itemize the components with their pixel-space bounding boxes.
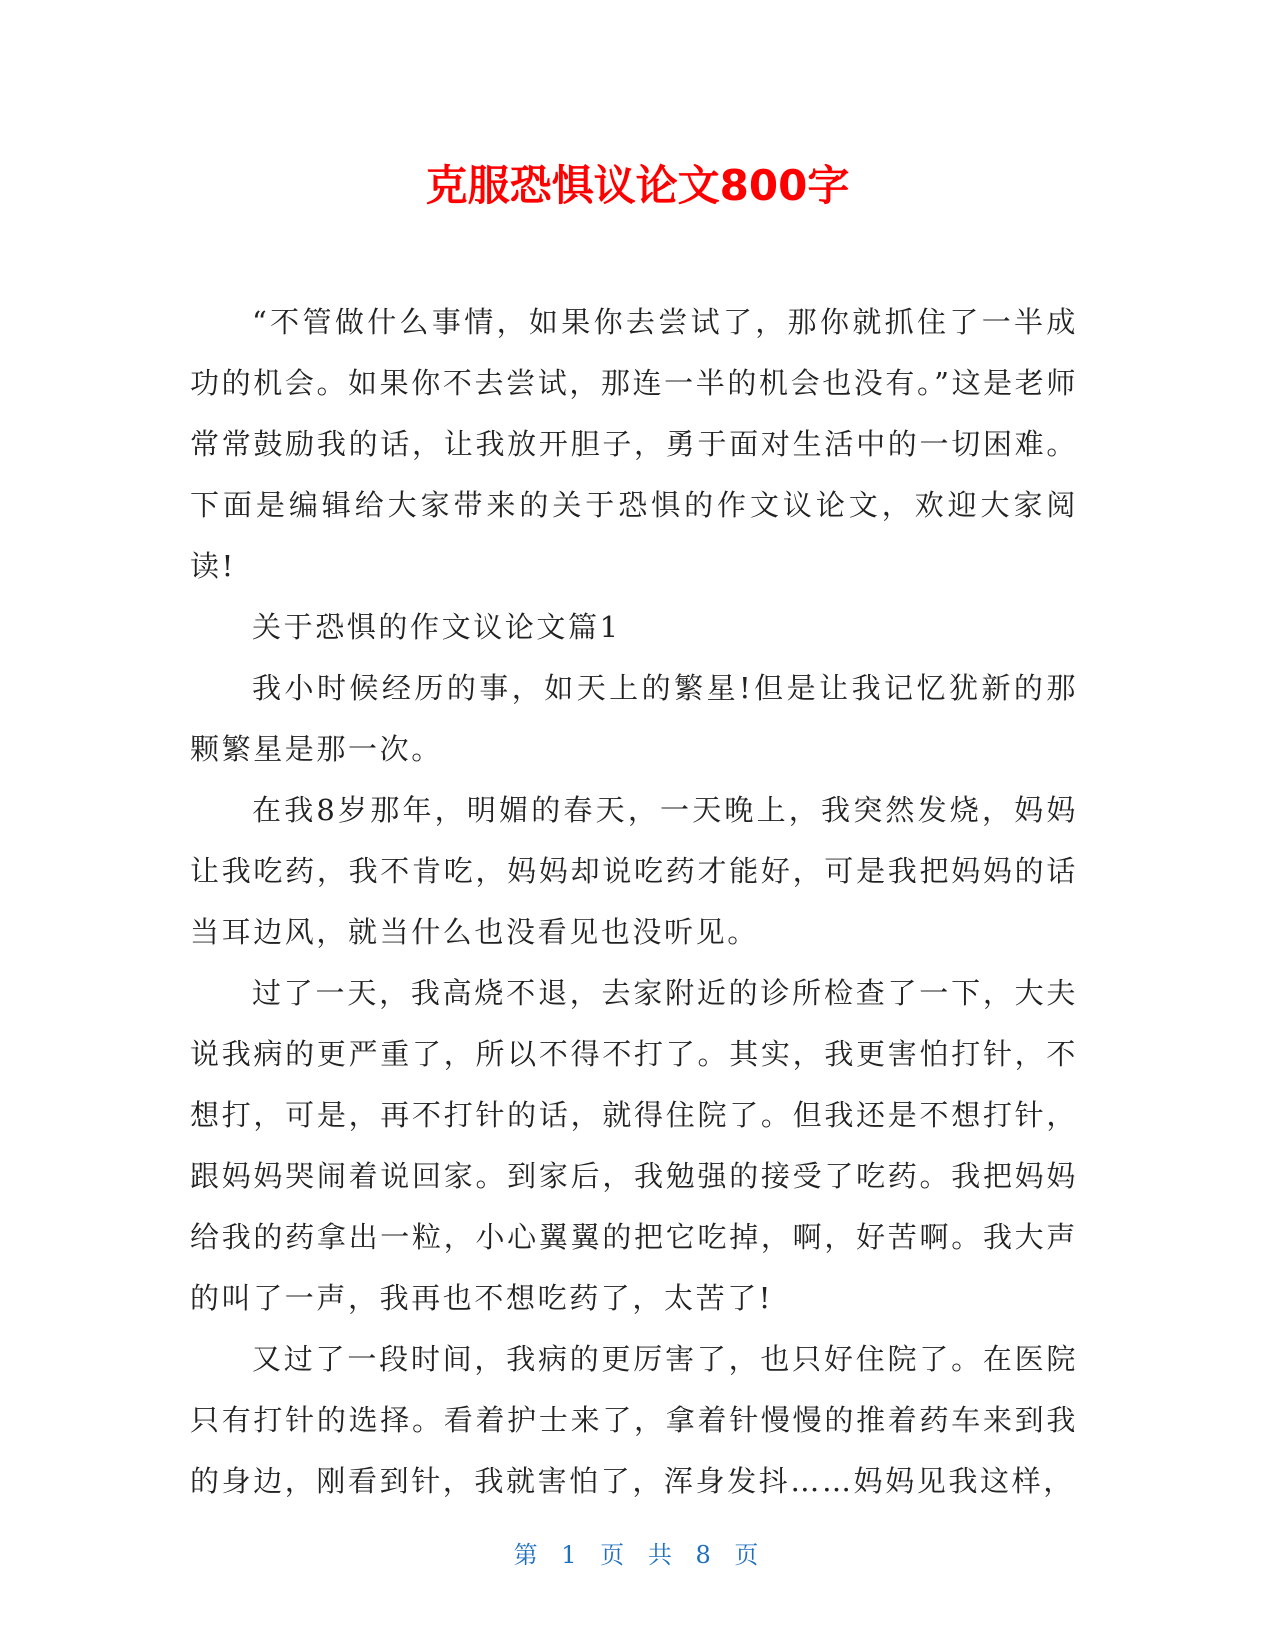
paragraph: 过了一天，我高烧不退，去家附近的诊所检查了一下，大夫说我病的更严重了，所以不得不打了。其实，我更害怕打针，不想打，可是，再不打针的话，就得住院了。但我还是不想打针，跟妈妈哭闹着说回家。到家后，我勉强的接受了吃药。我把妈妈给我的药拿出一粒，小心翼翼的把它吃掉，啊，好苦啊。我大声的叫了一声，我再也不想吃药了，太苦了! [190,976,1078,1315]
document-body [190,292,1078,1512]
paragraph-section-heading: 关于恐惧的作文议论文篇1 [252,610,621,644]
document-title: 克服恐惧议论文800字 [425,161,850,210]
page-footer [0,1540,1275,1570]
footer-page-label: 页 [600,1541,628,1569]
paragraph: 在我8岁那年，明媚的春天，一天晚上，我突然发烧，妈妈让我吃药，我不肯吃，妈妈却说吃药才能好，可是我把妈妈的话当耳边风，就当什么也没看见也没听见。 [190,793,1078,949]
footer-total-pages: 8 [695,1541,714,1569]
footer-prefix: 第 [513,1541,541,1569]
paragraph: 又过了一段时间，我病的更厉害了，也只好住院了。在医院只有打针的选择。看着护士来了，拿着针慢慢的推着药车来到我的身边，刚看到针，我就害怕了，浑身发抖……妈妈见我这样， [190,1342,1078,1498]
footer-current-page: 1 [561,1541,580,1569]
paragraph-intro: “不管做什么事情，如果你去尝试了，那你就抓住了一半成功的机会。如果你不去尝试，那连一半的机会也没有。”这是老师常常鼓励我的话，让我放开胆子，勇于面对生活中的一切困难。下面是编辑给大家带来的关于恐惧的作文议论文，欢迎大家阅读! [190,305,1078,583]
footer-total-label: 共 [647,1541,675,1569]
paragraph: 我小时候经历的事，如天上的繁星!但是让我记忆犹新的那颗繁星是那一次。 [190,671,1078,766]
footer-page-label-end: 页 [734,1541,762,1569]
